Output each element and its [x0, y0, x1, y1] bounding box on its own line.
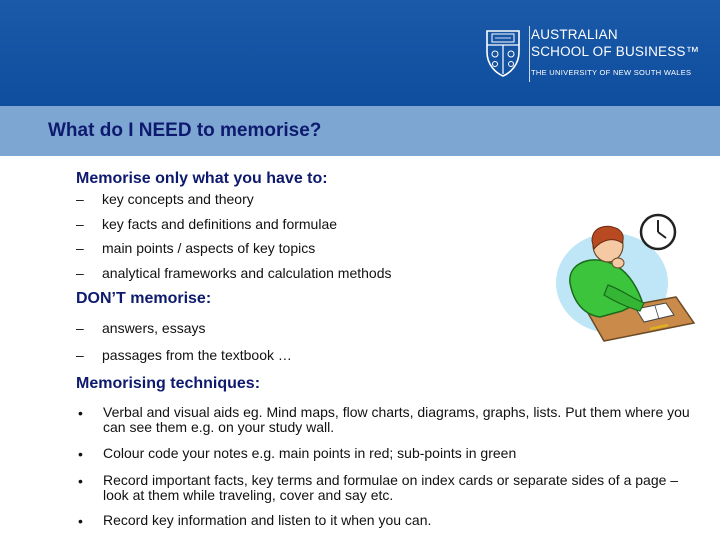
clock-icon: [641, 215, 675, 249]
dash-marker: –: [76, 265, 84, 281]
title-bar: [0, 106, 720, 156]
list-item-text: analytical frameworks and calculation methods: [102, 265, 392, 281]
dash-marker: –: [76, 240, 84, 256]
list-item-text: passages from the textbook …: [102, 347, 292, 363]
list-item-text: Verbal and visual aids eg. Mind maps, flow charts, diagrams, graphs, lists. Put them where you can see them e.g. on your study wall.: [103, 404, 690, 435]
list-item-text: key facts and definitions and formulae: [102, 216, 338, 232]
university-crest-icon: [483, 28, 523, 78]
list-item-text: answers, essays: [102, 320, 206, 336]
logo-line-university: THE UNIVERSITY OF NEW SOUTH WALES: [531, 68, 692, 77]
section-heading-techniques: Memorising techniques:: [76, 375, 261, 392]
logo-line-australian: AUSTRALIAN: [531, 27, 618, 42]
list-item-text: Record key information and listen to it when you can.: [103, 512, 432, 528]
bullet-marker: •: [78, 405, 83, 421]
list-item-text: Record important facts, key terms and formulae on index cards or separate sides of a page – look at them while traveling, cover and say etc.: [103, 472, 679, 503]
bullet-marker: •: [78, 473, 83, 489]
list-item-text: key concepts and theory: [102, 191, 254, 207]
bullet-marker: •: [78, 513, 83, 529]
dash-marker: –: [76, 191, 84, 207]
section-heading-dont-memorise: DON’T memorise:: [76, 290, 212, 307]
section-heading-memorise: Memorise only what you have to:: [76, 170, 328, 187]
logo-divider: [529, 26, 530, 82]
dash-marker: –: [76, 347, 84, 363]
bullet-marker: •: [78, 446, 83, 462]
logo-line-school: SCHOOL OF BUSINESS™: [531, 44, 700, 59]
student-studying-clipart: [548, 205, 698, 350]
dash-marker: –: [76, 216, 84, 232]
dash-marker: –: [76, 320, 84, 336]
list-item-text: main points / aspects of key topics: [102, 240, 316, 256]
school-logo[interactable]: [483, 26, 713, 86]
slide-title: What do I NEED to memorise?: [48, 120, 322, 141]
list-item-text: Colour code your notes e.g. main points in red; sub-points in green: [103, 445, 517, 461]
header-banner: [0, 0, 720, 106]
